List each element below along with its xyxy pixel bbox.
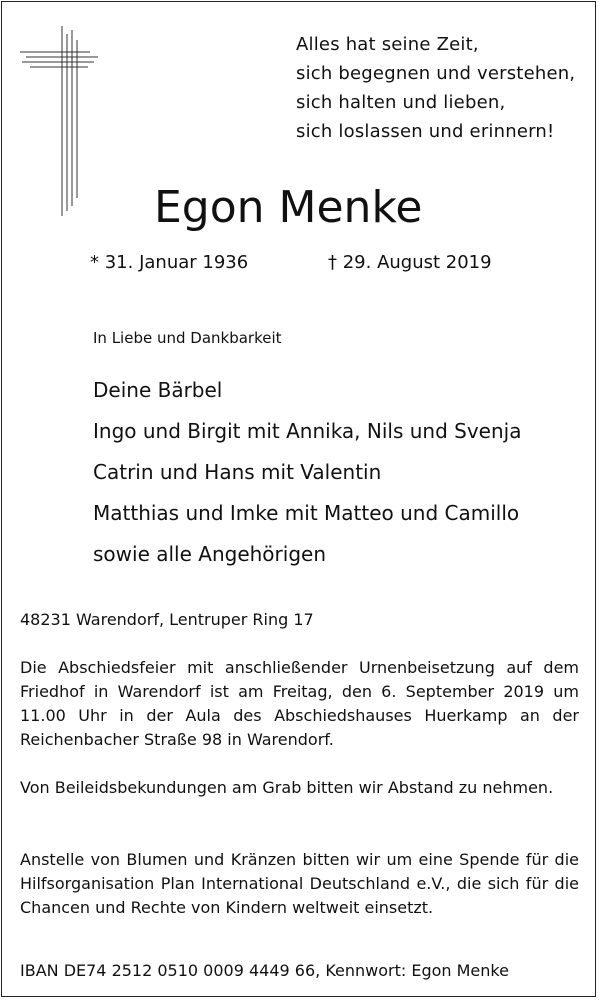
ceremony-paragraph: Die Abschiedsfeier mit anschließender Urnenbeisetzung auf dem Friedhof in Warendorf ist am Freitag, den 6. September 2019 um 11.00 Uhr in der Aula des Abschiedshauses Huerkamp an der Reichenbacher Straße 98 in Warendorf. [20, 658, 579, 749]
mourner-line: Deine Bärbel [93, 378, 223, 402]
mourners-list [93, 370, 521, 575]
death-date: † 29. August 2019 [328, 252, 492, 273]
poem-line: sich begegnen und verstehen, [296, 63, 576, 84]
bank-details: IBAN DE74 2512 0510 0009 4449 66, Kennwort: Egon Menke [20, 961, 509, 980]
deceased-name: Egon Menke [154, 182, 423, 233]
mourner-line: Matthias und Imke mit Matteo und Camillo [93, 501, 520, 525]
family-address: 48231 Warendorf, Lentruper Ring 17 [20, 610, 314, 629]
poem-line: Alles hat seine Zeit, [296, 34, 479, 55]
mourner-line: Catrin und Hans mit Valentin [93, 460, 382, 484]
poem [296, 30, 575, 146]
mourner-line: sowie alle Angehörigen [93, 542, 326, 566]
condolence-paragraph: Von Beileidsbekundungen am Grab bitten wir Abstand zu nehmen. [20, 778, 554, 797]
poem-line: sich halten und lieben, [296, 92, 506, 113]
birth-date: * 31. Januar 1936 [90, 252, 249, 273]
donation-paragraph: Anstelle von Blumen und Kränzen bitten wir um eine Spende für die Hilfsorganisation Plan International Deutschland e.V., die sich für die Chancen und Rechte von Kindern weltweit einsetzt. [20, 850, 579, 917]
mourner-line: Ingo und Birgit mit Annika, Nils und Svenja [93, 419, 522, 443]
poem-line: sich loslassen und erinnern! [296, 121, 555, 142]
mourners-intro: In Liebe und Dankbarkeit [93, 329, 282, 347]
cross-icon [20, 26, 140, 216]
